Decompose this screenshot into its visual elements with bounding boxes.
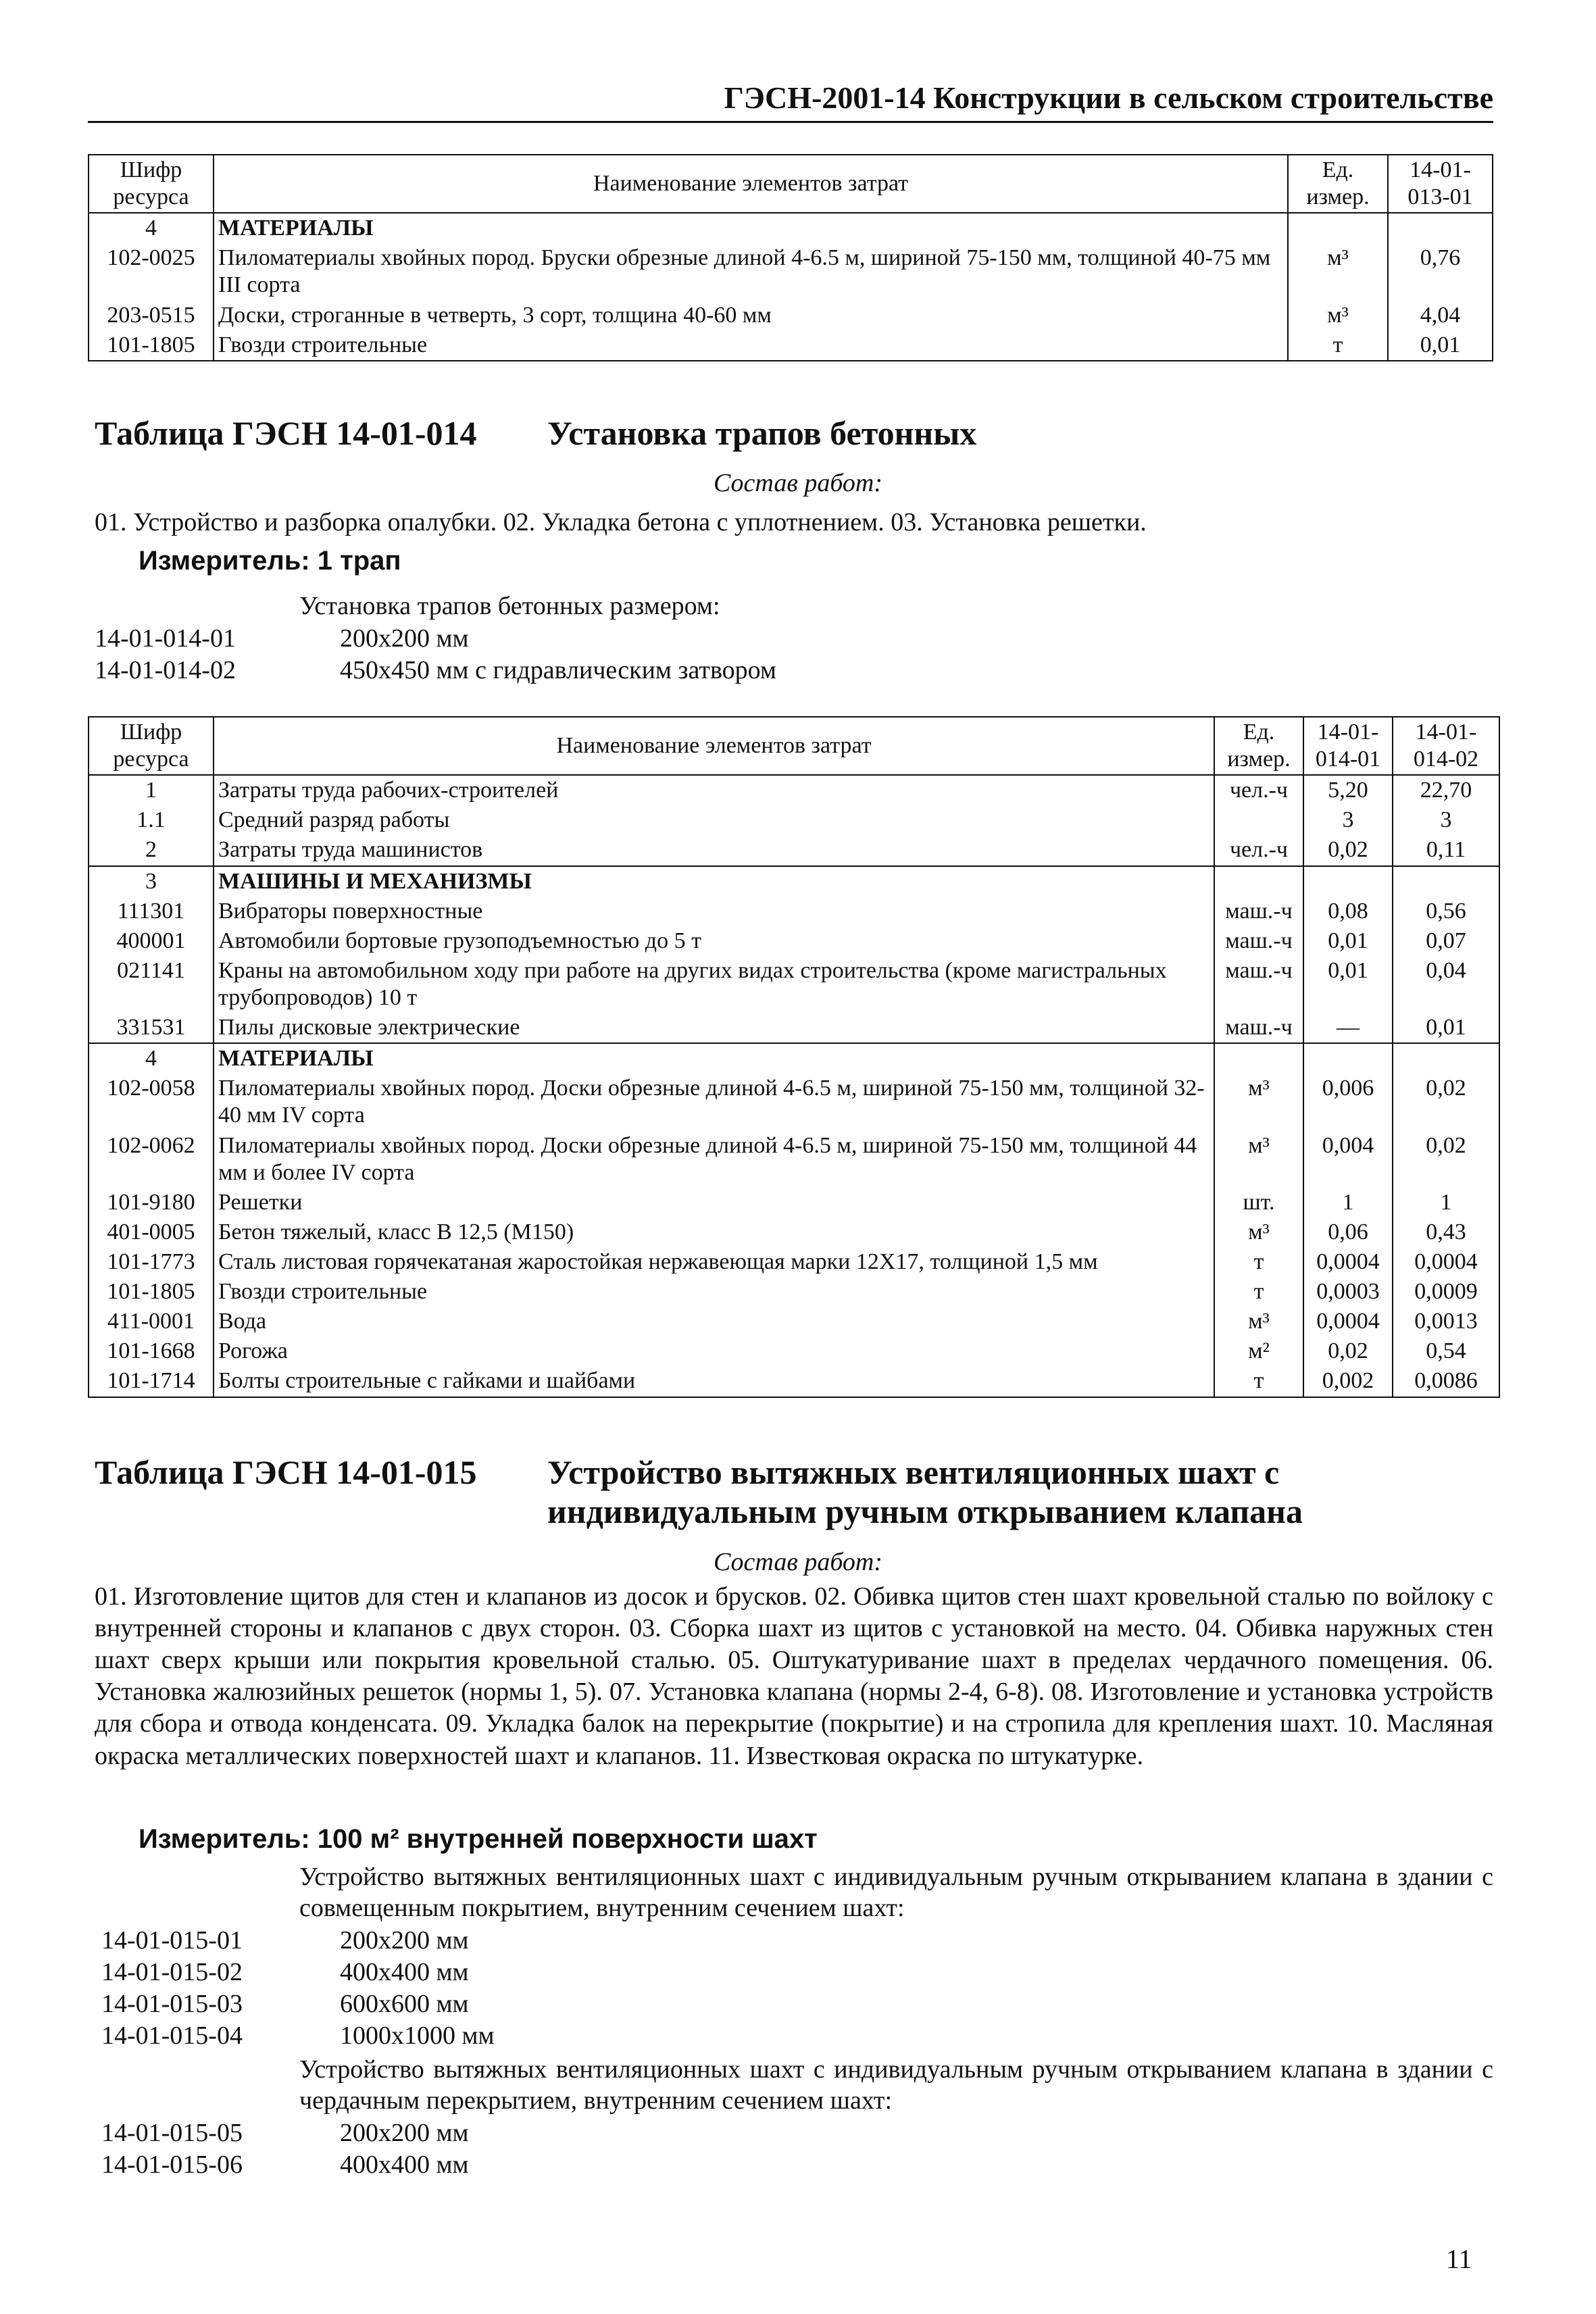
col-name-header: Наименование элементов затрат xyxy=(214,717,1214,775)
table-row: 2 Затраты труда машинистов чел.-ч 0,02 0,11 xyxy=(89,835,1499,865)
norm-code: 14-01-015-05 xyxy=(101,2119,243,2147)
running-header: ГЭСН-2001-14 Конструкции в сельском строительстве xyxy=(88,80,1493,123)
col-value-header: 14-01-013-01 xyxy=(1388,155,1493,213)
group-intro: Устройство вытяжных вентиляционных шахт с индивидуальным ручным открыванием клапана в здании с совмещенным покрытием, внутренним сечением шахт: xyxy=(299,1863,1493,1923)
norm-text: 200х200 мм xyxy=(340,2119,469,2147)
norm-text: 600х600 мм xyxy=(340,1990,469,2018)
table-row: 1.1 Средний разряд работы 3 3 xyxy=(89,805,1499,835)
norm-code: 14-01-015-04 xyxy=(101,2021,243,2050)
table-code: Таблица ГЭСН 14-01-015 xyxy=(95,1453,477,1491)
table-code: Таблица ГЭСН 14-01-014 xyxy=(95,414,477,452)
table-row: 102-0025 Пиломатериалы хвойных пород. Бруски обрезные длиной 4-6.5 м, шириной 75-150 мм, толщиной 40-75 мм III сорта м³ 0,76 xyxy=(89,243,1493,300)
col-unit-header: Ед. измер. xyxy=(1288,155,1388,213)
table-row: 101-1668 Рогожа м² 0,02 0,54 xyxy=(89,1336,1499,1366)
table-row: 102-0062 Пиломатериалы хвойных пород. Доски обрезные длиной 4-6.5 м, шириной 75-150 мм, толщиной 44 мм и более IV сорта м³ 0,004 0,02 xyxy=(89,1131,1499,1188)
norm-text: 400х400 мм xyxy=(340,2150,469,2179)
table-name: Установка трапов бетонных xyxy=(547,414,977,452)
norm-code: 14-01-014-02 xyxy=(95,656,236,684)
composition-label: Состав работ: xyxy=(713,1548,883,1576)
table-row: 4 МАТЕРИАЛЫ xyxy=(89,1043,1499,1074)
norm-text: 200х200 мм xyxy=(340,1926,469,1955)
composition-text: 01. Изготовление щитов для стен и клапанов из досок и брусков. 02. Обивка щитов стен шахт кровельной сталью по войлоку с внутренней стороны и клапанов с двух сторон. 03. Сборка шахт из щитов с установкой на место. 04. Обивка наружных стен шахт сверх крыши или покрытия кровельной сталью. 05. Оштукатуривание шахт в пределах чердачного помещения. 06. Установка жалюзийных решеток (нормы 1, 5). 07. Установка клапана (нормы 2-4, 6-8). 08. Изготовление и установка устройств для сбора и отвода конденсата. 09. Укладка балок на перекрытие (покрытие) и на стропила для крепления шахт. 10. Масляная окраска металлических поверхностей шахт и клапанов. 11. Известковая окраска по штукатурке. xyxy=(95,1582,1493,1770)
resource-table-014 xyxy=(88,716,1500,1398)
col-name-header: Наименование элементов затрат xyxy=(214,155,1288,213)
group-intro: Устройство вытяжных вентиляционных шахт с индивидуальным ручным открыванием клапана в здании с чердачным перекрытием, внутренним сечением шахт: xyxy=(299,2055,1493,2115)
norm-text: 1000х1000 мм xyxy=(340,2021,495,2050)
table-row: 203-0515 Доски, строганные в четверть, 3 сорт, толщина 40-60 мм м³ 4,04 xyxy=(89,301,1493,330)
col-code-header: Шифр ресурса xyxy=(89,155,214,213)
resource-table-013 xyxy=(88,154,1493,361)
col-code-header: Шифр ресурса xyxy=(89,717,214,775)
table-row: 400001 Автомобили бортовые грузоподъемностью до 5 т маш.-ч 0,01 0,07 xyxy=(89,926,1499,956)
norm-code: 14-01-015-03 xyxy=(101,1990,243,2018)
table-row: 401-0005 Бетон тяжелый, класс В 12,5 (М150) м³ 0,06 0,43 xyxy=(89,1217,1499,1247)
table-title-014 xyxy=(95,413,976,453)
table-row: 101-9180 Решетки шт. 1 1 xyxy=(89,1188,1499,1217)
meter: Измеритель: 100 м² внутренней поверхности шахт xyxy=(139,1824,818,1854)
table-title-015 xyxy=(95,1453,1279,1492)
norm-code: 14-01-014-01 xyxy=(95,624,236,653)
table-row: 102-0058 Пиломатериалы хвойных пород. Доски обрезные длиной 4-6.5 м, шириной 75-150 мм, толщиной 32-40 мм IV сорта м³ 0,006 0,02 xyxy=(89,1074,1499,1130)
meter: Измеритель: 1 трап xyxy=(139,546,401,576)
composition-label: Состав работ: xyxy=(713,469,883,497)
table-name-line1: Устройство вытяжных вентиляционных шахт с xyxy=(547,1453,1280,1491)
table-row: 4 МАТЕРИАЛЫ xyxy=(89,213,1493,243)
composition-text: 01. Устройство и разборка опалубки. 02. Укладка бетона с уплотнением. 03. Установка решетки. xyxy=(95,508,1147,536)
table-row: 101-1773 Сталь листовая горячекатаная жаростойкая нержавеющая марки 12Х17, толщиной 1,5 мм т 0,0004 0,0004 xyxy=(89,1247,1499,1277)
table-row: 101-1805 Гвозди строительные т 0,01 xyxy=(89,330,1493,361)
table-row: 101-1714 Болты строительные с гайками и шайбами т 0,002 0,0086 xyxy=(89,1366,1499,1397)
col-unit-header: Ед. измер. xyxy=(1214,717,1303,775)
page-number: 11 xyxy=(1446,2244,1472,2274)
table-row: 101-1805 Гвозди строительные т 0,0003 0,0009 xyxy=(89,1277,1499,1307)
norm-code: 14-01-015-01 xyxy=(101,1926,243,1955)
norm-text: 400х400 мм xyxy=(340,1958,469,1986)
norm-text: 200х200 мм xyxy=(340,624,469,653)
col-v2-header: 14-01-014-02 xyxy=(1393,717,1499,775)
table-row: 411-0001 Вода м³ 0,0004 0,0013 xyxy=(89,1307,1499,1336)
table-row: 331531 Пилы дисковые электрические маш.-ч — 0,01 xyxy=(89,1013,1499,1043)
table-name-line2: индивидуальным ручным открыванием клапана xyxy=(547,1492,1303,1530)
norm-intro: Установка трапов бетонных размером: xyxy=(299,592,720,620)
norm-code: 14-01-015-06 xyxy=(101,2150,243,2179)
table-row: 111301 Вибраторы поверхностные маш.-ч 0,08 0,56 xyxy=(89,897,1499,926)
table-row: 1 Затраты труда рабочих-строителей чел.-ч 5,20 22,70 xyxy=(89,775,1499,805)
col-v1-header: 14-01-014-01 xyxy=(1303,717,1393,775)
table-row: 3 МАШИНЫ И МЕХАНИЗМЫ xyxy=(89,866,1499,897)
norm-code: 14-01-015-02 xyxy=(101,1958,243,1986)
norm-text: 450х450 мм с гидравлическим затвором xyxy=(340,656,776,684)
table-row: 021141 Краны на автомобильном ходу при работе на других видах строительства (кроме магистральных трубопроводов) 10 т маш.-ч 0,01 0,04 xyxy=(89,956,1499,1013)
